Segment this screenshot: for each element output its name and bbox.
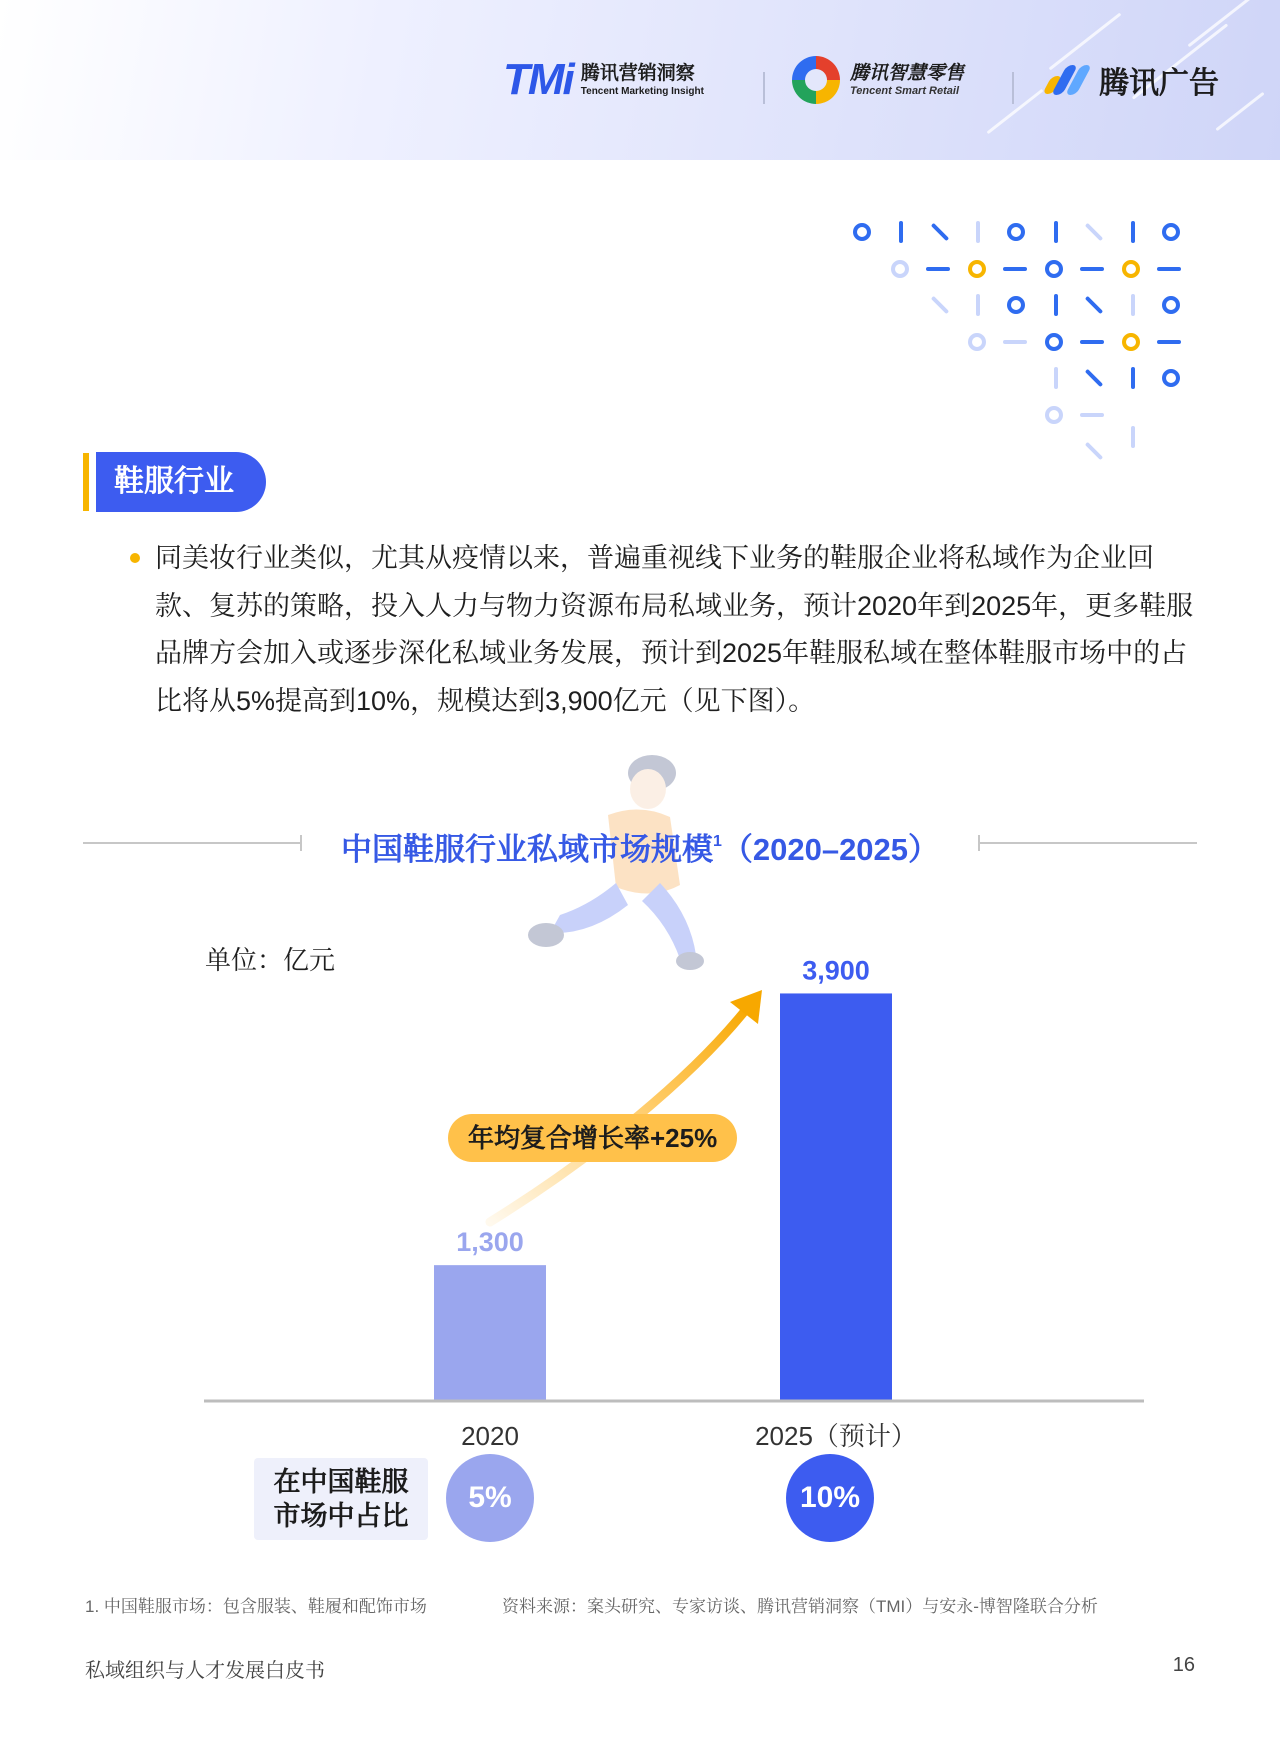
section-tag-accent <box>83 453 89 511</box>
bar-0 <box>434 1265 546 1401</box>
smart-retail-ring-icon <box>792 56 840 104</box>
smart-retail-logo-cn: 腾讯智慧零售 <box>850 62 965 84</box>
bar-chart <box>0 950 1280 1450</box>
chart-unit-label: 单位：亿元 <box>205 945 336 975</box>
value-label-0: 1,300 <box>456 1227 524 1258</box>
tmi-logo-en: Tencent Marketing Insight <box>580 85 704 97</box>
page-number: 16 <box>1172 1654 1195 1676</box>
data-source: 资料来源：案头研究、专家访谈、腾讯营销洞察（TMI）与安永-博智隆联合分析 <box>502 1597 1098 1616</box>
smart-retail-logo <box>792 0 964 160</box>
section-paragraph: 同美妆行业类似，尤其从疫情以来，普遍重视线下业务的鞋服企业将私域作为企业回款、复苏的策略，投入人力与物力资源布局私域业务，预计2020年到2025年，更多鞋服品牌方会加入或逐步深化私域业务发展，预计到2025年鞋服私域在整体鞋服市场中的占比将从5%提高到10%，规模达到3,900亿元（见下图）。 <box>155 543 1194 716</box>
share-circle-2025: 10% <box>786 1454 874 1542</box>
category-label-1: 2025（预计） <box>755 1421 917 1451</box>
footnote: 1. 中国鞋服市场：包含服装、鞋履和配饰市场 <box>85 1597 427 1616</box>
chart-title-years: （2020–2025） <box>721 832 940 867</box>
category-label-0: 2020 <box>461 1421 519 1451</box>
tencent-ads-logo-text: 腾讯广告 <box>1099 67 1219 100</box>
share-label <box>254 1458 428 1540</box>
tencent-ads-logo <box>1043 0 1219 160</box>
bullet-dot <box>130 553 140 563</box>
chart-title <box>300 818 980 874</box>
tmi-logo-cn: 腾讯营销洞察 <box>580 62 695 84</box>
title-rule-left <box>83 842 300 844</box>
tmi-logo-mark: TMi <box>503 55 573 104</box>
tencent-ads-mark-icon <box>1043 64 1089 96</box>
title-rule-right <box>980 842 1197 844</box>
footer-doc-title: 私域组织与人才发展白皮书 <box>85 1660 325 1682</box>
value-label-1: 3,900 <box>802 955 870 986</box>
logo-divider <box>763 72 765 104</box>
bar-1 <box>780 993 892 1401</box>
page-header <box>0 0 1280 160</box>
chart-title-text: 中国鞋服行业私域市场规模 <box>340 832 713 867</box>
section-tag: 鞋服行业 <box>96 452 266 512</box>
share-label-line-1: 在中国鞋服 <box>273 1467 409 1497</box>
share-circle-2020: 5% <box>446 1454 534 1542</box>
bars-layer <box>434 955 917 1451</box>
smart-retail-logo-en: Tencent Smart Retail <box>850 84 960 97</box>
decorative-pattern <box>850 212 1195 462</box>
cagr-badge: 年均复合增长率+25% <box>448 1114 737 1162</box>
chart-title-footnote-ref: 1 <box>712 833 722 850</box>
share-label-line-2: 市场中占比 <box>273 1501 409 1531</box>
logo-divider <box>1012 72 1014 104</box>
tmi-logo <box>503 0 704 160</box>
